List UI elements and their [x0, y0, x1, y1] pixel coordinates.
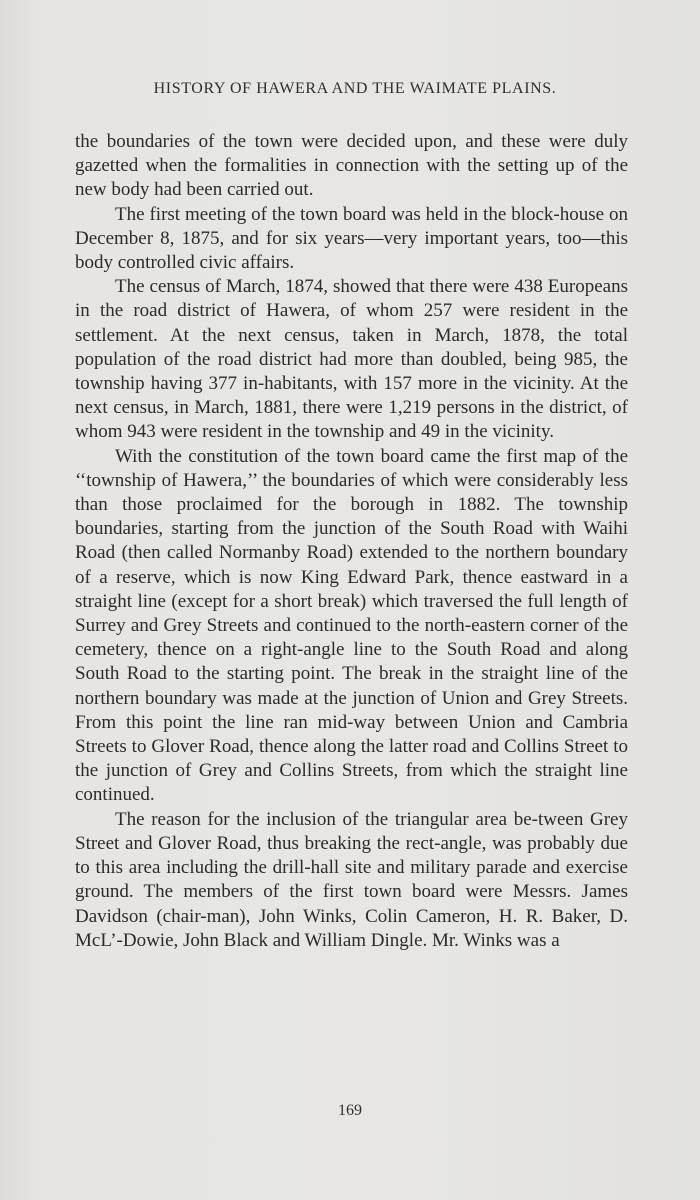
running-head: HISTORY OF HAWERA AND THE WAIMATE PLAINS. — [153, 80, 557, 97]
paragraph-township-boundaries: With the constitution of the town board came the first map of the ‘‘township of Hawera,’’ the boundaries of which were considerably less than those proclaimed for the borough in 1882. The township boundaries, starting from the junction of the South Road with Waihi Road (then called Normanby Road) extended to the northern boundary of a reserve, which is now King Edward Park, thence eastward in a straight line (except for a short break) which traversed the full length of Surrey and Grey Streets and continued to the north-eastern corner of the cemetery, thence on a right-angle line to the South Road and along South Road to the starting point. The break in the straight line of the northern boundary was made at the junction of Union and Grey Streets. From this point the line ran mid-way between Union and Cambria Streets to Glover Road, thence along the latter road and Collins Street to the junction of Grey and Collins Streets, from which the straight line continued. — [75, 445, 628, 806]
paragraph-first-meeting: The first meeting of the town board was held in the block-house on December 8, 1875, and for six years—very important years, too—this body controlled civic affairs. — [75, 203, 628, 274]
paragraph-continuation: the boundaries of the town were decided upon, and these were duly gazetted when the formalities in connection with the setting up of the new body had been carried out. — [75, 131, 628, 201]
paragraph-census: The census of March, 1874, showed that there were 438 Europeans in the road district of Hawera, of whom 257 were resident in the settlement. At the next census, taken in March, 1878, the total population of the road district had more than doubled, being 985, the township having 377 in-habitants, with 157 more in the vicinity. At the next census, in March, 1881, there were 1,219 persons in the district, of whom 943 were resident in the township and 49 in the vicinity. — [75, 276, 628, 443]
body-text — [75, 130, 628, 953]
paragraph-triangular-area: The reason for the inclusion of the triangular area be-tween Grey Street and Glover Road, thus breaking the rect-angle, was probably due to this area including the drill-hall site and military parade and exercise ground. The members of the first town board were Messrs. James Davidson (chair-man), John Winks, Colin Cameron, H. R. Baker, D. McL’-Dowie, John Black and William Dingle. Mr. Winks was a — [75, 808, 628, 951]
page-number: 169 — [338, 1102, 362, 1119]
